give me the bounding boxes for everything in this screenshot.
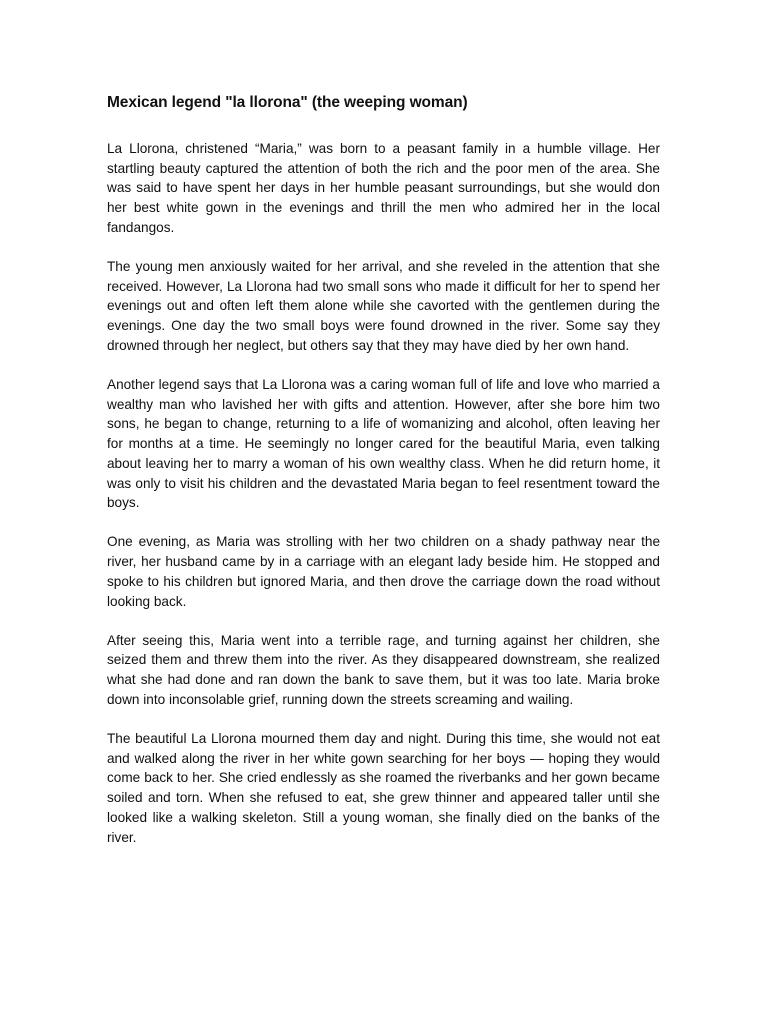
document-page	[107, 93, 660, 867]
paragraph-6: The beautiful La Llorona mourned them day and night. During this time, she would not eat and walked along the river in her white gown searching for her boys — hoping they would come back to her. She cried endlessly as she roamed the riverbanks and her gown became soiled and torn. When she refused to eat, she grew thinner and appeared taller until she looked like a walking skeleton. Still a young woman, she finally died on the banks of the river.	[107, 731, 660, 845]
paragraph-5: After seeing this, Maria went into a terrible rage, and turning against her children, she seized them and threw them into the river. As they disappeared downstream, she realized what she had done and ran down the bank to save them, but it was too late. Maria broke down into inconsolable grief, running down the streets screaming and wailing.	[107, 632, 660, 707]
paragraph-2: The young men anxiously waited for her arrival, and she reveled in the attention that she received. However, La Llorona had two small sons who made it difficult for her to spend her evenings out and often left them alone while she cavorted with the gentlemen during the evenings. One day the two small boys were found drowned in the river. Some say they drowned through her neglect, but others say that they may have died by her own hand.	[107, 259, 660, 353]
paragraph-1: La Llorona, christened “Maria,” was born to a peasant family in a humble village. Her startling beauty captured the attention of both the rich and the poor men of the area. She was said to have spent her days in her humble peasant surroundings, but she would don her best white gown in the evenings and thrill the men who admired her in the local fandangos.	[107, 141, 660, 235]
paragraph-4: One evening, as Maria was strolling with her two children on a shady pathway near the river, her husband came by in a carriage with an elegant lady beside him. He stopped and spoke to his children but ignored Maria, and then drove the carriage down the road without looking back.	[107, 534, 660, 609]
document-title: Mexican legend "la llorona" (the weeping woman)	[107, 94, 468, 111]
paragraph-3: Another legend says that La Llorona was a caring woman full of life and love who married a wealthy man who lavished her with gifts and attention. However, after she bore him two sons, he began to change, returning to a life of womanizing and alcohol, often leaving her for months at a time. He seemingly no longer cared for the beautiful Maria, even talking about leaving her to marry a woman of his own wealthy class. When he did return home, it was only to visit his children and the devastated Maria began to feel resentment toward the boys.	[107, 377, 660, 511]
